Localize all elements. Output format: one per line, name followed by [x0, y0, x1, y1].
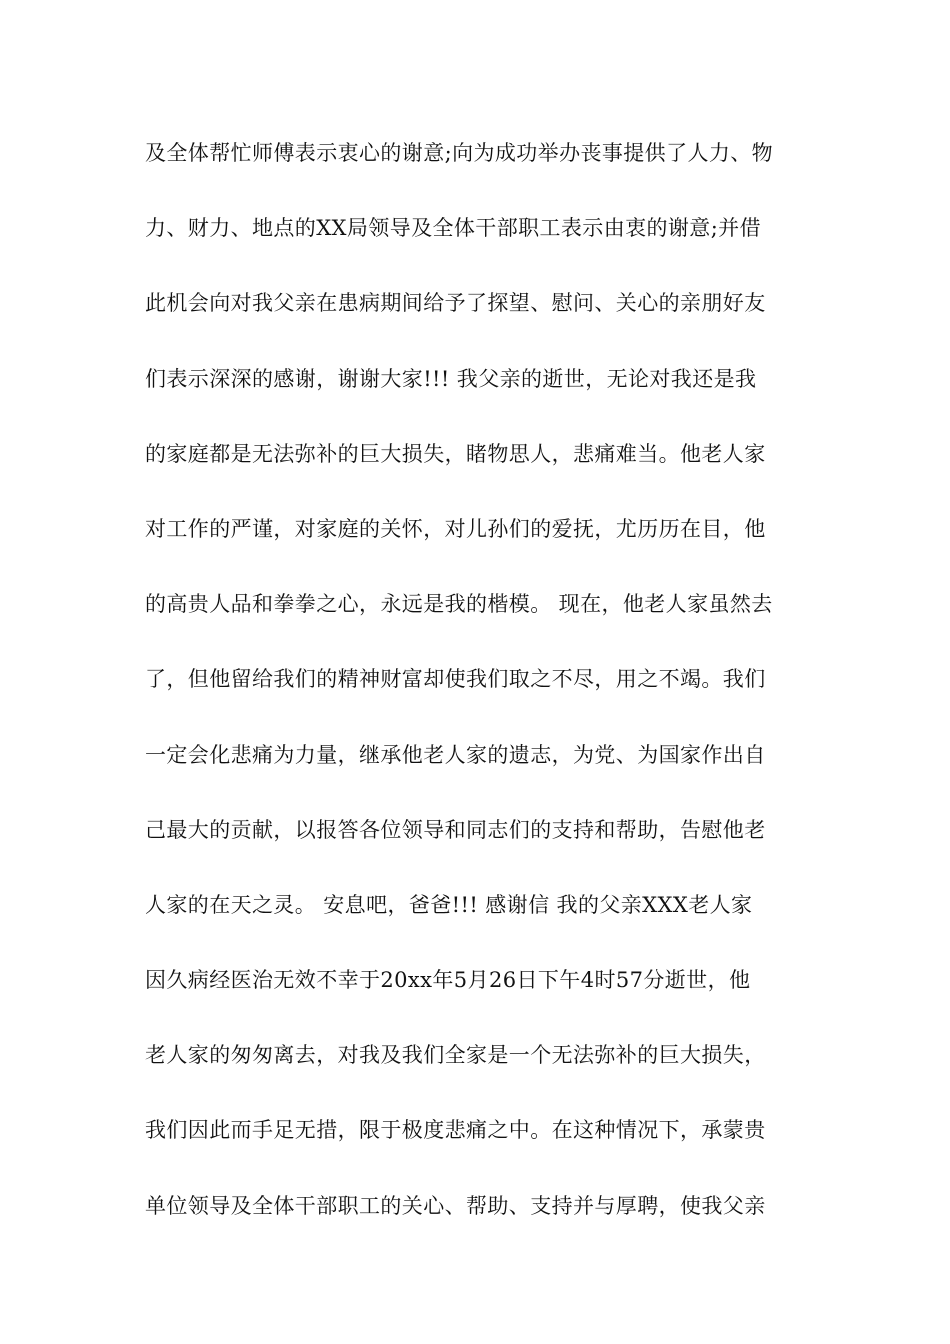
text-line: 老人家的匆匆离去，对我及我们全家是一个无法弥补的巨大损失，	[145, 1043, 766, 1068]
text-line: 对工作的严谨，对家庭的关怀，对儿孙们的爱抚，尤历历在目，他	[145, 516, 766, 541]
text-line: 们表示深深的感谢，谢谢大家!!! 我父亲的逝世，无论对我还是我	[145, 366, 757, 391]
text-line: 人家的在天之灵。 安息吧，爸爸!!! 感谢信 我的父亲XXX老人家	[145, 892, 753, 917]
text-line: 及全体帮忙师傅表示衷心的谢意;向为成功举办丧事提供了人力、物	[145, 141, 774, 165]
text-line: 了，但他留给我们的精神财富却使我们取之不尽，用之不竭。我们	[145, 667, 766, 692]
text-line: 的家庭都是无法弥补的巨大损失，睹物思人，悲痛难当。他老人家	[145, 441, 766, 466]
text-line: 的高贵人品和拳拳之心，永远是我的楷模。 现在，他老人家虽然去	[145, 592, 773, 617]
text-line: 单位领导及全体干部职工的关心、帮助、支持并与厚聘，使我父亲	[145, 1193, 766, 1218]
text-line: 一定会化悲痛为力量，继承他老人家的遗志，为党、为国家作出自	[145, 742, 766, 767]
text-line: 我们因此而手足无措，限于极度悲痛之中。在这种情况下，承蒙贵	[145, 1118, 766, 1143]
text-line: 力、财力、地点的XX局领导及全体干部职工表示由衷的谢意;并借	[145, 216, 761, 241]
text-line: 此机会向对我父亲在患病期间给予了探望、慰问、关心的亲朋好友	[145, 291, 766, 316]
text-line: 因久病经医治无效不幸于20xx年5月26日下午4时57分逝世，他	[145, 968, 751, 993]
body-text	[145, 133, 825, 1261]
text-line: 己最大的贡献，以报答各位领导和同志们的支持和帮助，告慰他老	[145, 817, 766, 842]
